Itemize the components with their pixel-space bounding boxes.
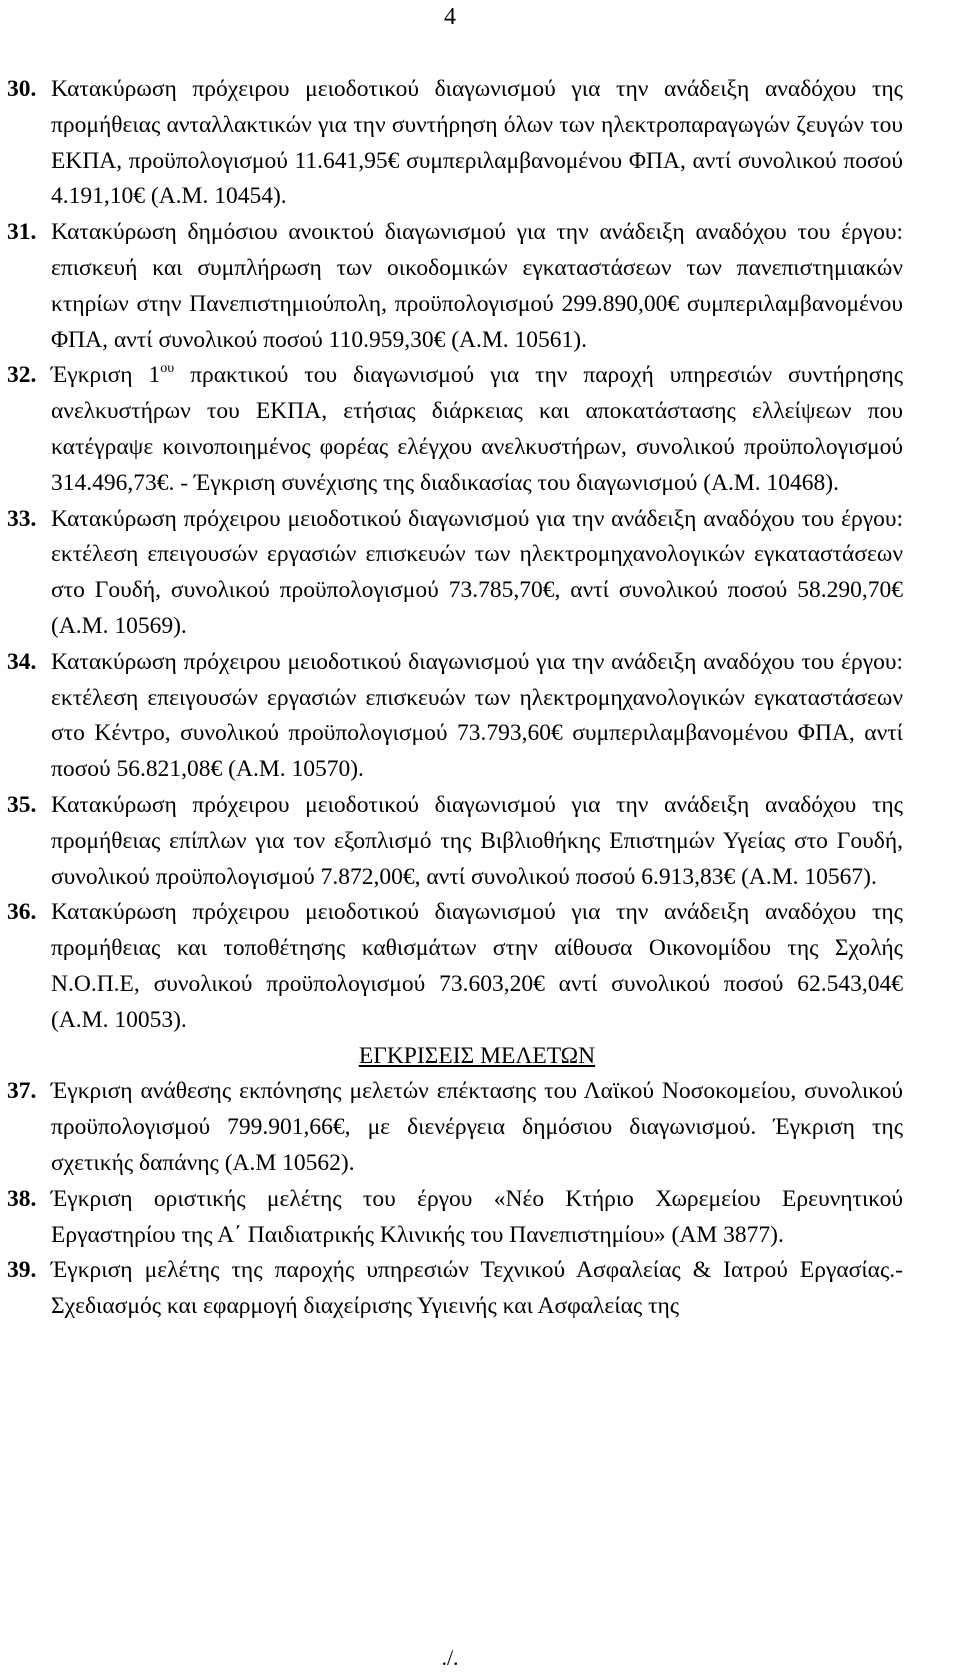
agenda-item-39 <box>7 1253 903 1325</box>
item-text: Κατακύρωση πρόχειρου μειοδοτικού διαγωνισμού για την ανάδειξη αναδόχου της προμήθειας επίπλων για τον εξοπλισμό της Βιβλιοθήκης Επιστημών Υγείας στο Γουδή, συνολικού προϋπολογισμού 7.872,00€, αντί συνολικού ποσού 6.913,83€ (Α.Μ. 10567). <box>51 791 903 890</box>
item-text: Κατακύρωση δημόσιου ανοικτού διαγωνισμού για την ανάδειξη αναδόχου του έργου: επισκευή και συμπλήρωση των οικοδομικών εγκαταστάσεων των πανεπιστημιακών κτηρίων στην Πανεπιστημιούπολη, προϋπολογισμού 299.890,00€ συμπεριλαμβανομένου ΦΠΑ, αντί συνολικού ποσού 110.959,30€ (Α.Μ. 10561). <box>51 219 903 353</box>
item-number: 34. <box>7 648 37 675</box>
agenda-item-30 <box>7 72 903 215</box>
section-heading: ΕΓΚΡΙΣΕΙΣ ΜΕΛΕΤΩΝ <box>358 1042 596 1069</box>
agenda-item-37 <box>7 1074 903 1181</box>
item-text: Έγκριση ανάθεσης εκπόνησης μελετών επέκτασης του Λαϊκού Νοσοκομείου, συνολικού προϋπολογισμού 799.901,66€, με διενέργεια δημόσιου διαγωνισμού. Έγκριση της σχετικής δαπάνης (Α.Μ 10562). <box>51 1078 903 1176</box>
item-text-pre: Έγκριση 1 <box>51 362 161 389</box>
item-text: Κατακύρωση πρόχειρου μειοδοτικού διαγωνισμού για την ανάδειξη αναδόχου της προμήθειας ανταλλακτικών για την συντήρηση όλων των ηλεκτροπαραγωγών ζευγών του ΕΚΠΑ, προϋπολογισμού 11.641,95€ συμπεριλαμβανομένου ΦΠΑ, αντί συνολικού ποσού 4.191,10€ (Α.Μ. 10454). <box>51 76 903 210</box>
agenda-item-32 <box>7 358 903 501</box>
item-number: 30. <box>7 76 37 102</box>
item-number: 31. <box>7 219 37 246</box>
item-text <box>51 358 903 501</box>
agenda-item-36 <box>7 895 903 1038</box>
agenda-item-34 <box>7 645 903 788</box>
agenda-item-33 <box>7 502 903 645</box>
item-number: 36. <box>7 899 37 926</box>
page-number: 4 <box>444 4 456 30</box>
agenda-item-38 <box>7 1182 903 1254</box>
item-number: 39. <box>7 1257 37 1284</box>
item-text: Κατακύρωση πρόχειρου μειοδοτικού διαγωνισμού για την ανάδειξη αναδόχου της προμήθειας και τοποθέτησης καθισμάτων στην αίθουσα Οικονομίδου της Σχολής Ν.Ο.Π.Ε, συνολικού προϋπολογισμού 73.603,20€ αντί συνολικού ποσού 62.543,04€ (Α.Μ. 10053). <box>51 899 903 1033</box>
item-text: Έγκριση οριστικής μελέτης του έργου «Νέο Κτήριο Χωρεμείου Ερευνητικού Εργαστηρίου της Α΄ Παιδιατρικής Κλινικής του Πανεπιστημίου» (ΑΜ 3877). <box>51 1185 903 1248</box>
ordinal-superscript: ου <box>160 361 175 377</box>
item-text: Κατακύρωση πρόχειρου μειοδοτικού διαγωνισμού για την ανάδειξη αναδόχου του έργου: εκτέλεση επειγουσών εργασιών επισκευών των ηλεκτρομηχανολογικών εγκαταστάσεων στο Κέντρο, συνολικού προϋπολογισμού 73.793,60€ συμπεριλαμβανομένου ΦΠΑ, αντί ποσού 56.821,08€ (Α.Μ. 10570). <box>51 648 903 783</box>
agenda-item-35 <box>7 788 903 895</box>
item-number: 35. <box>7 791 37 818</box>
agenda-item-31 <box>7 215 903 358</box>
item-text: Έγκριση μελέτης της παροχής υπηρεσιών Τεχνικού Ασφαλείας & Ιατρού Εργασίας.-Σχεδιασμός και εφαρμογή διαχείρισης Υγιεινής και Ασφαλείας της <box>51 1257 903 1320</box>
item-text-post: πρακτικού του διαγωνισμού για την παροχή υπηρεσιών συντήρησης ανελκυστήρων του ΕΚΠΑ, ετήσιας διάρκειας και αποκατάστασης ελλείψεων που κατέγραψε κοινοποιημένος φορέας ελέγχου ανελκυστήρων, συνολικού προϋπολογισμού 314.496,73€. - Έγκριση συνέχισης της διαδικασίας του διαγωνισμού (Α.Μ. 10468). <box>51 362 904 496</box>
item-number: 38. <box>7 1185 37 1212</box>
item-text: Κατακύρωση πρόχειρου μειοδοτικού διαγωνισμού για την ανάδειξη αναδόχου του έργου: εκτέλεση επειγουσών εργασιών επισκευών των ηλεκτρομηχανολογικών εγκαταστάσεων στο Γουδή, συνολικού προϋπολογισμού 73.785,70€, αντί συνολικού ποσού 58.290,70€ (Α.Μ. 10569). <box>51 505 903 639</box>
item-number: 37. <box>7 1078 37 1105</box>
document-body <box>7 72 903 1325</box>
continuation-mark: ./. <box>441 1645 459 1670</box>
item-number: 33. <box>7 505 37 532</box>
item-number: 32. <box>7 362 37 389</box>
